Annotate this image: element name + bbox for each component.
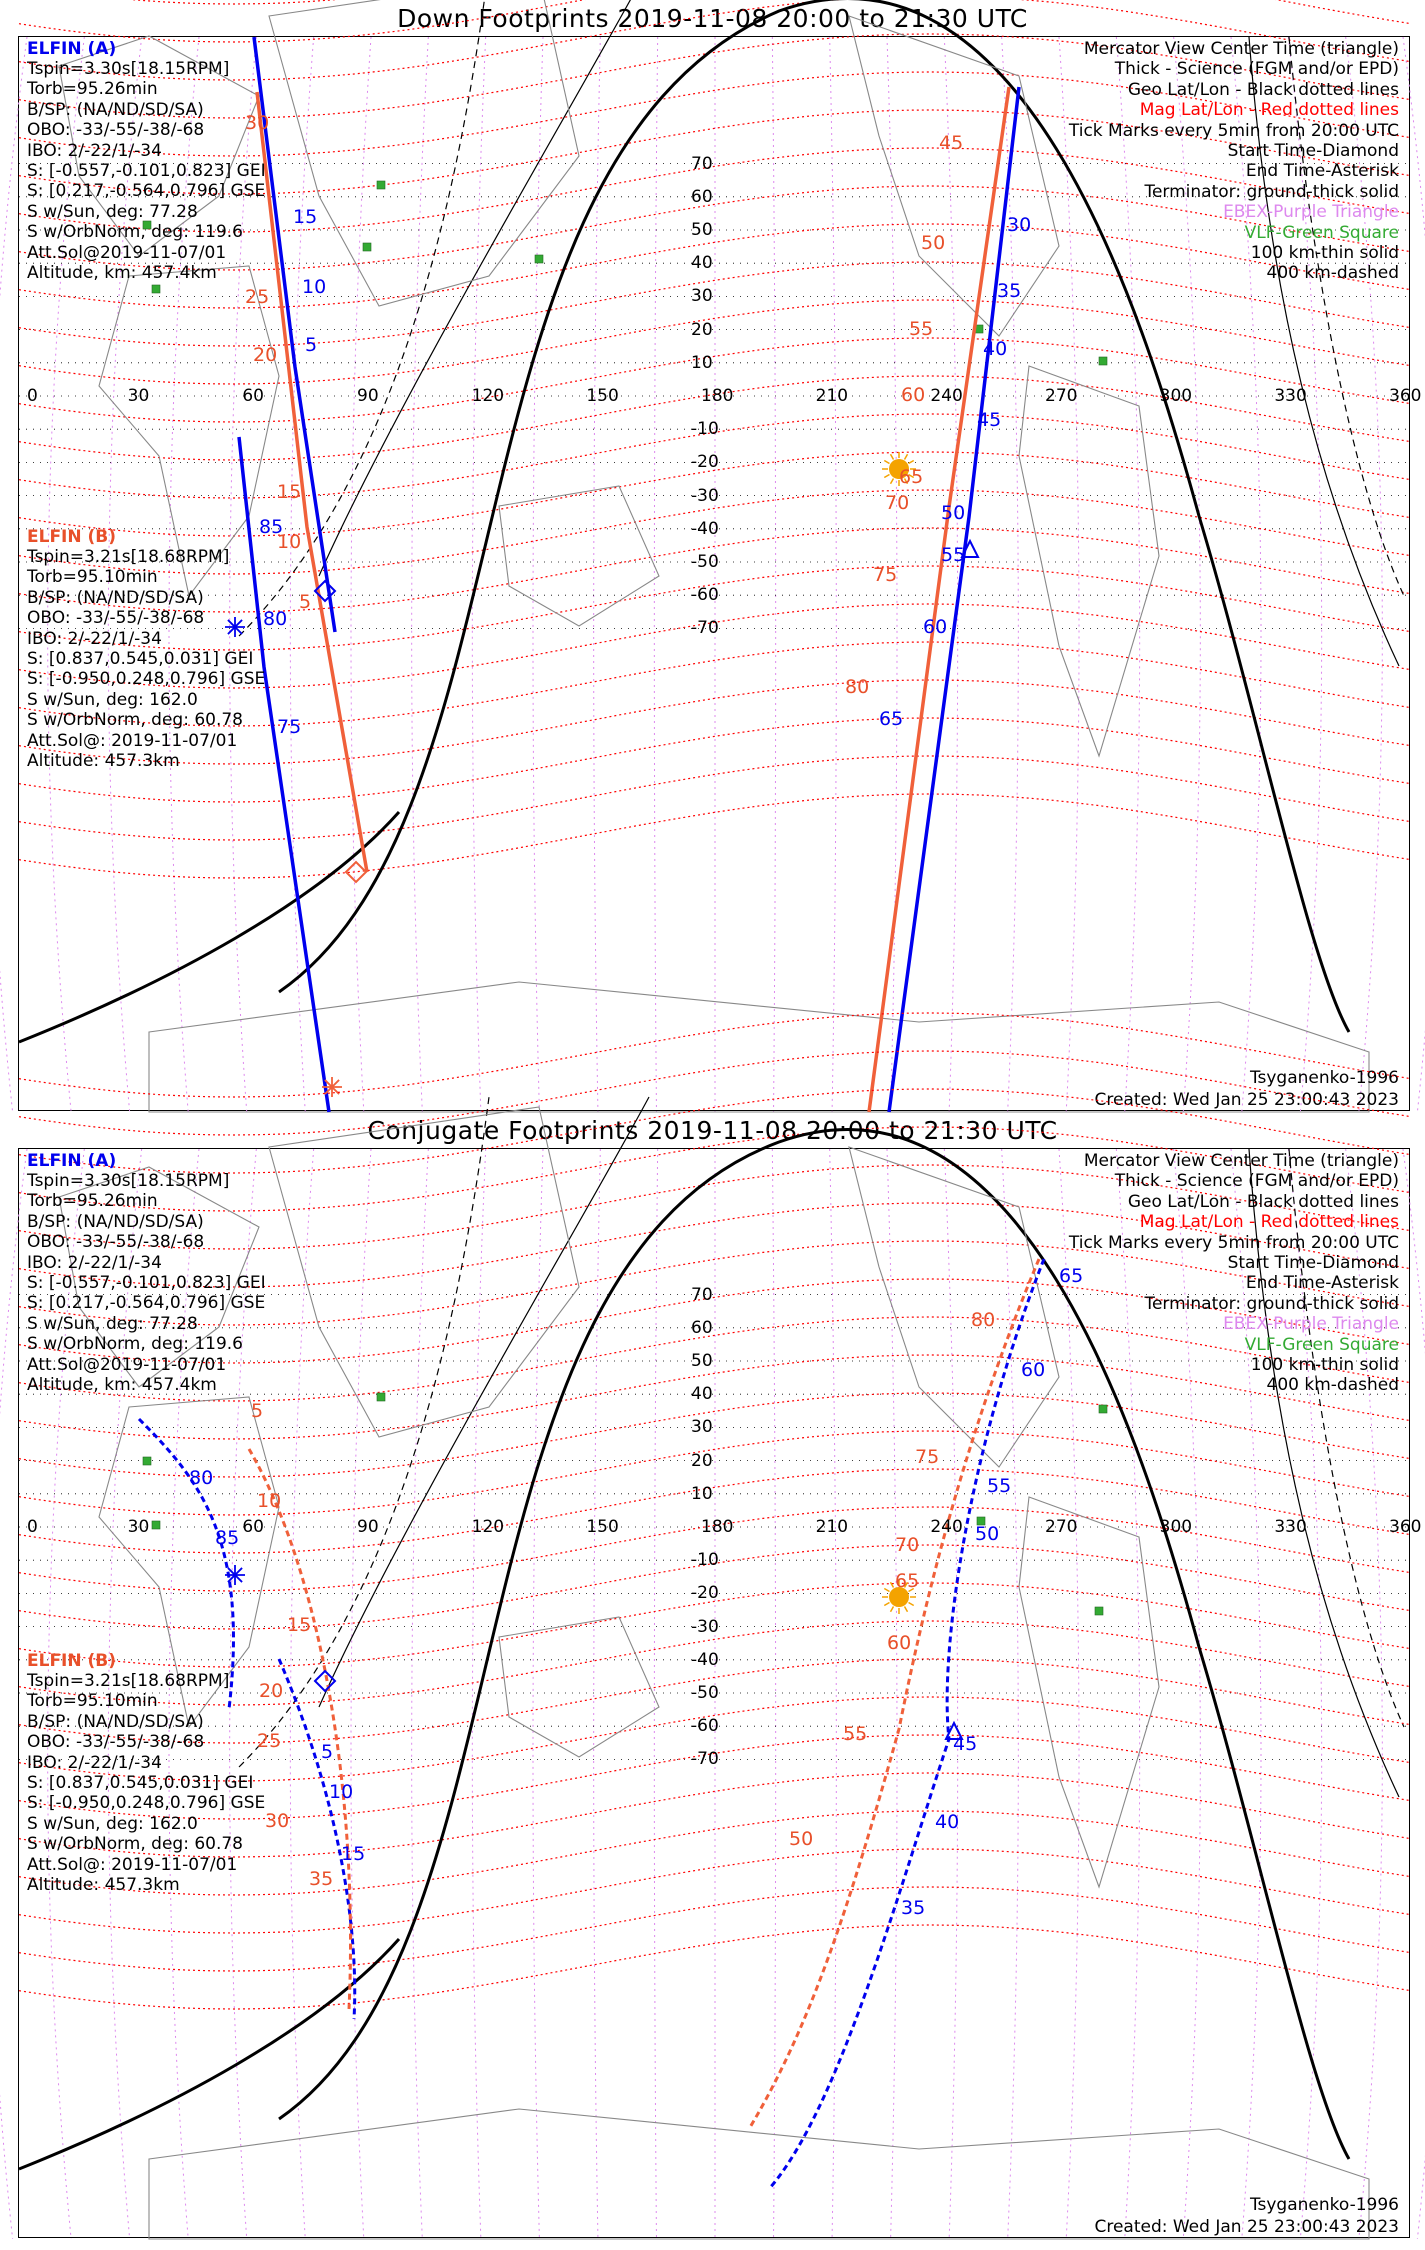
latitude-label: 70	[691, 1284, 713, 1305]
elfin-a-info-line: Att.Sol@2019-11-07/01	[27, 242, 227, 263]
longitude-label: 180	[701, 1517, 734, 1537]
geo-meridian-line	[1116, 1149, 1139, 2239]
latitude-label: 30	[691, 286, 713, 307]
latitude-label: -70	[691, 1749, 719, 1770]
sun-ray	[909, 1603, 914, 1606]
legend-line: Start Time-Diamond	[1227, 1253, 1399, 1273]
longitude-label: 270	[1045, 386, 1078, 406]
geo-meridian-line	[0, 37, 27, 1112]
elfin-a-info-line: Altitude, km: 457.4km	[27, 1375, 217, 1395]
latitude-label: -60	[691, 585, 719, 606]
geo-meridian-line	[533, 1149, 543, 2239]
panel-down	[18, 36, 1422, 1111]
geo-meridian-line	[351, 1149, 371, 2239]
elfin-a-tick-label: 55	[941, 544, 966, 566]
legend-line: EBEX-Purple Triangle	[1223, 202, 1399, 223]
latitude-label: -20	[691, 452, 719, 473]
elfin-a-tick-label: 75	[277, 716, 302, 738]
elfin-b-info-line: IBO: 2/-22/1/-34	[27, 628, 162, 649]
elfin-a-tick-label: 65	[879, 708, 904, 730]
latitude-label: 40	[691, 253, 713, 274]
latitude-label: 30	[691, 1417, 713, 1438]
geo-meridian-line	[533, 37, 543, 1112]
legend-line: 400 km-dashed	[1266, 263, 1399, 284]
geo-meridian-line	[351, 37, 371, 1112]
elfin-b-tick-label: 80	[845, 676, 870, 698]
elfin-b-tick-label: 15	[287, 1614, 312, 1636]
sun-ray	[891, 479, 894, 484]
elfin-b-tick-label: 55	[909, 318, 934, 340]
longitude-label: 300	[1159, 1517, 1193, 1537]
elfin-a-info-line: IBO: 2/-22/1/-34	[27, 140, 162, 161]
elfin-b-info-line: B/SP: (NA/ND/SD/SA)	[27, 587, 204, 608]
elfin-a-tick-label: 80	[263, 608, 288, 630]
longitude-label: 120	[471, 386, 505, 406]
elfin-a-info-line: S: [-0.557,-0.101,0.823] GEI	[27, 1273, 266, 1293]
sun-ray	[884, 1603, 889, 1606]
geo-meridian-line	[830, 1149, 837, 2239]
elfin-b-info-line: B/SP: (NA/ND/SD/SA)	[27, 1711, 204, 1732]
bottom-title: Conjugate Footprints 2019-11-08 20:00 to 21:30 UTC	[367, 1116, 1058, 1145]
longitude-label: 90	[357, 386, 379, 406]
sun-ray	[884, 475, 889, 478]
vlf-station-marker	[363, 243, 371, 251]
longitude-label: 0	[27, 1517, 38, 1537]
elfin-b-info-line: Torb=95.10min	[27, 1691, 158, 1712]
latitude-label: 20	[691, 1450, 713, 1471]
continent-outline	[1019, 1497, 1159, 1887]
elfin-b-tick-label: 60	[887, 1632, 912, 1654]
legend-line: 100 km-thin solid	[1250, 243, 1399, 263]
longitude-label: 210	[815, 386, 849, 406]
legend-line: Geo Lat/Lon - Black dotted lines	[1127, 79, 1399, 100]
elfin-a-tick-label: 15	[341, 1843, 366, 1865]
legend-line: EBEX-Purple Triangle	[1223, 1314, 1399, 1335]
elfin-b-tick-label: 10	[257, 1490, 282, 1512]
elfin-a-info-line: S w/OrbNorm, deg: 119.6	[27, 1334, 244, 1355]
geo-meridian-line	[887, 1149, 897, 2239]
geo-meridian-line	[772, 1149, 775, 2239]
elfin-a-info-line: Torb=95.26min	[27, 1191, 158, 1212]
elfin-b-label: ELFIN (B)	[27, 527, 117, 547]
legend-line: Mag Lat/Lon - Red dotted lines	[1139, 1212, 1399, 1233]
sun-ray	[905, 1607, 908, 1612]
elfin-b-tick-label: 75	[873, 564, 898, 586]
geo-meridian-line	[1116, 37, 1139, 1112]
elfin-b-tick-label: 70	[895, 1534, 920, 1556]
elfin-b-tick-label: 45	[939, 132, 964, 154]
elfin-a-info-line: S w/Sun, deg: 77.28	[27, 201, 198, 222]
legend-line: Mercator View Center Time (triangle)	[1083, 1151, 1399, 1171]
longitude-label: 150	[586, 1517, 619, 1537]
model-label: Tsyganenko-1996	[1249, 2195, 1399, 2215]
geo-meridian-line	[830, 37, 837, 1112]
mag-latitude-line	[19, 1393, 1411, 1477]
elfin-b-info-line: S: [0.837,0.545,0.031] GEI	[27, 649, 254, 669]
vlf-station-marker	[152, 1521, 160, 1529]
latitude-label: 60	[691, 186, 713, 207]
geo-meridian-line	[412, 37, 429, 1112]
elfin-b-tick-label: 5	[299, 591, 312, 613]
elfin-b-tick-label: 25	[245, 286, 270, 308]
longitude-label: 30	[127, 1517, 150, 1537]
elfin-b-tick-label: 65	[899, 466, 924, 488]
elfin-a-label: ELFIN (A)	[27, 39, 117, 59]
latitude-label: 70	[691, 153, 713, 174]
continent-outline	[849, 16, 1059, 336]
elfin-b-tick-label: 15	[277, 481, 302, 503]
altitude-100km-line	[319, 1097, 649, 1707]
vlf-station-marker	[152, 285, 160, 293]
elfin-b-tick-label: 30	[245, 112, 270, 134]
elfin-a-info-line: S: [0.217,-0.564,0.796] GSE	[27, 1293, 266, 1314]
legend-line: Terminator: ground-thick solid	[1144, 181, 1399, 202]
elfin-a-info-line: OBO: -33/-55/-38/-68	[27, 120, 205, 141]
legend-line: End Time-Asterisk	[1245, 161, 1399, 182]
elfin-a-tick-label: 35	[997, 280, 1022, 302]
geo-meridian-line	[412, 1149, 429, 2239]
longitude-label: 60	[242, 1517, 264, 1537]
geo-meridian-line	[1403, 1149, 1425, 2239]
legend-line: Mag Lat/Lon - Red dotted lines	[1139, 100, 1399, 121]
legend-line: VLF-Green Square	[1244, 222, 1399, 243]
geo-meridian-line	[654, 1149, 657, 2239]
elfin-a-tick-label: 45	[977, 409, 1002, 431]
elfin-a-tick-label: 40	[983, 338, 1008, 360]
elfin-b-track	[749, 1259, 1039, 2129]
elfin-a-tick-label: 30	[1007, 214, 1032, 236]
sun-ray	[891, 454, 894, 459]
elfin-b-tick-label: 70	[885, 492, 910, 514]
elfin-a-tick-label: 40	[935, 1811, 960, 1833]
elfin-a-info-line: Altitude, km: 457.4km	[27, 263, 217, 283]
longitude-label: 150	[586, 386, 619, 406]
legend-line: 100 km-thin solid	[1250, 1355, 1399, 1375]
mag-latitude-line	[19, 756, 1411, 840]
vlf-station-marker	[1099, 1405, 1107, 1413]
elfin-b-tick-label: 55	[843, 1723, 868, 1745]
elfin-b-info-line: Tspin=3.21s[18.68RPM]	[27, 547, 230, 567]
elfin-b-info-line: OBO: -33/-55/-38/-68	[27, 608, 205, 629]
elfin-a-track	[139, 1419, 233, 1709]
continent-outline	[499, 1617, 659, 1757]
elfin-a-info-line: Torb=95.26min	[27, 79, 158, 100]
created-timestamp: Created: Wed Jan 25 23:00:43 2023	[1094, 1090, 1399, 1110]
elfin-a-tick-label: 50	[941, 502, 966, 524]
elfin-b-tick-label: 20	[253, 344, 278, 366]
elfin-a-tick-label: 80	[189, 1467, 214, 1489]
latitude-label: -60	[691, 1716, 719, 1737]
elfin-a-tick-label: 85	[259, 516, 284, 538]
longitude-label: 300	[1159, 386, 1193, 406]
panel-conjugate	[18, 1148, 1422, 2238]
latitude-label: 60	[691, 1317, 713, 1338]
start-diamond-marker	[315, 1671, 335, 1691]
elfin-b-tick-label: 30	[265, 1810, 290, 1832]
latitude-label: -40	[691, 1649, 719, 1670]
vlf-station-marker	[1095, 1607, 1103, 1615]
geo-meridian-line	[1002, 1149, 1019, 2239]
elfin-b-info-line: Att.Sol@: 2019-11-07/01	[27, 1854, 238, 1875]
latitude-label: 10	[691, 1483, 713, 1504]
elfin-b-tick-label: 10	[277, 531, 302, 553]
continent-outline	[269, 0, 579, 306]
longitude-label: 0	[27, 386, 38, 406]
elfin-a-info-line: Tspin=3.30s[18.15RPM]	[27, 59, 230, 79]
elfin-a-tick-label: 5	[305, 334, 318, 356]
latitude-label: 50	[691, 220, 713, 240]
elfin-b-tick-label: 75	[915, 1446, 940, 1468]
elfin-a-tick-label: 45	[953, 1733, 978, 1755]
elfin-a-tick-label: 85	[215, 1527, 240, 1549]
legend-line: 400 km-dashed	[1266, 1375, 1399, 1396]
legend-line: Tick Marks every 5min from 20:00 UTC	[1068, 1232, 1399, 1253]
geo-meridian-line	[290, 37, 313, 1112]
elfin-a-tick-label: 55	[987, 1475, 1012, 1497]
longitude-label: 240	[930, 386, 963, 406]
elfin-b-info-line: S w/OrbNorm, deg: 60.78	[27, 710, 244, 731]
latitude-label: 50	[691, 1351, 713, 1371]
geo-meridian-line	[944, 1149, 957, 2239]
elfin-b-info-line: Tspin=3.21s[18.68RPM]	[27, 1671, 230, 1691]
elfin-b-info-line: Att.Sol@: 2019-11-07/01	[27, 730, 238, 751]
longitude-label: 360	[1389, 1517, 1422, 1537]
end-asterisk-marker	[225, 1565, 245, 1585]
latitude-label: -40	[691, 518, 719, 539]
longitude-label: 90	[357, 1517, 379, 1537]
elfin-b-info-line: IBO: 2/-22/1/-34	[27, 1752, 162, 1773]
elfin-a-track	[769, 1259, 1044, 2189]
elfin-a-info-line: B/SP: (NA/ND/SD/SA)	[27, 1211, 204, 1232]
geo-meridian-line	[772, 37, 775, 1112]
elfin-b-tick-label: 60	[901, 384, 926, 406]
elfin-a-tick-label: 60	[923, 616, 948, 638]
model-label: Tsyganenko-1996	[1249, 1068, 1399, 1088]
vlf-station-marker	[535, 255, 543, 263]
longitude-label: 180	[701, 386, 734, 406]
elfin-a-info-line: IBO: 2/-22/1/-34	[27, 1252, 162, 1273]
latitude-label: -20	[691, 1583, 719, 1604]
geo-meridian-line	[1403, 37, 1425, 1112]
elfin-a-label: ELFIN (A)	[27, 1151, 117, 1171]
longitude-label: 270	[1045, 1517, 1078, 1537]
terminator-line	[279, 1130, 1349, 2159]
latitude-label: -10	[691, 1550, 719, 1571]
elfin-b-tick-label: 65	[895, 1570, 920, 1592]
elfin-a-info-line: Att.Sol@2019-11-07/01	[27, 1354, 227, 1375]
mag-latitude-line	[19, 262, 1411, 346]
elfin-b-tick-label: 35	[309, 1868, 334, 1890]
longitude-label: 210	[815, 1517, 849, 1537]
elfin-a-tick-label: 60	[1021, 1359, 1046, 1381]
geo-meridian-line	[654, 37, 657, 1112]
latitude-label: -70	[691, 618, 719, 639]
end-asterisk-marker	[322, 1077, 342, 1097]
latitude-label: 40	[691, 1384, 713, 1405]
elfin-a-info-line: S: [-0.557,-0.101,0.823] GEI	[27, 161, 266, 181]
elfin-b-tick-label: 50	[921, 232, 946, 254]
geo-meridian-line	[1002, 37, 1019, 1112]
latitude-label: -30	[691, 1616, 719, 1637]
geo-meridian-line	[0, 1149, 27, 2239]
elfin-a-tick-label: 10	[329, 1781, 354, 1803]
legend-line: Thick - Science (FGM and/or EPD)	[1114, 1171, 1399, 1192]
legend-line: Geo Lat/Lon - Black dotted lines	[1127, 1191, 1399, 1212]
latitude-label: -50	[691, 1683, 719, 1703]
latitude-label: 10	[691, 352, 713, 373]
elfin-b-tick-label: 50	[789, 1828, 814, 1850]
vlf-station-marker	[1099, 357, 1107, 365]
legend-line: Mercator View Center Time (triangle)	[1083, 39, 1399, 59]
elfin-a-info-line: S w/Sun, deg: 77.28	[27, 1313, 198, 1334]
geo-meridian-line	[944, 37, 957, 1112]
elfin-b-tick-label: 80	[971, 1309, 996, 1331]
longitude-label: 30	[127, 386, 150, 406]
created-timestamp: Created: Wed Jan 25 23:00:43 2023	[1094, 2217, 1399, 2237]
legend-line: Start Time-Diamond	[1227, 141, 1399, 161]
longitude-label: 240	[930, 1517, 963, 1537]
elfin-b-info-line: OBO: -33/-55/-38/-68	[27, 1732, 205, 1753]
terminator-line	[19, 1939, 399, 2169]
elfin-a-tick-label: 10	[302, 276, 327, 298]
top-title: Down Footprints 2019-11-08 20:00 to 21:30 UTC	[397, 4, 1028, 33]
elfin-a-info-line: B/SP: (NA/ND/SD/SA)	[27, 99, 204, 120]
elfin-b-info-line: Altitude: 457.3km	[27, 751, 180, 771]
elfin-a-info-line: OBO: -33/-55/-38/-68	[27, 1232, 205, 1253]
elfin-b-tick-label: 20	[259, 1680, 284, 1702]
elfin-b-info-line: S w/Sun, deg: 162.0	[27, 689, 198, 710]
elfin-b-info-line: Torb=95.10min	[27, 567, 158, 588]
vlf-station-marker	[377, 181, 385, 189]
elfin-a-tick-label: 5	[321, 1741, 334, 1763]
elfin-b-info-line: S: [-0.950,0.248,0.796] GSE	[27, 669, 266, 690]
terminator-line	[279, 0, 1349, 1032]
sun-ray	[884, 461, 889, 464]
elfin-a-tick-label: 50	[975, 1523, 1000, 1545]
continent-outline	[499, 486, 659, 626]
latitude-label: 20	[691, 319, 713, 340]
mag-latitude-line	[19, 300, 1411, 384]
longitude-label: 330	[1274, 386, 1307, 406]
legend-line: VLF-Green Square	[1244, 1334, 1399, 1355]
elfin-b-info-line: S w/Sun, deg: 162.0	[27, 1813, 198, 1834]
elfin-a-info-line: S: [0.217,-0.564,0.796] GSE	[27, 181, 266, 202]
latitude-label: -30	[691, 485, 719, 506]
elfin-b-tick-label: 25	[257, 1730, 282, 1752]
elfin-a-tick-label: 65	[1059, 1265, 1084, 1287]
elfin-b-info-line: S: [-0.950,0.248,0.796] GSE	[27, 1793, 266, 1814]
legend-line: End Time-Asterisk	[1245, 1273, 1399, 1294]
legend-line: Terminator: ground-thick solid	[1144, 1293, 1399, 1314]
vlf-station-marker	[377, 1393, 385, 1401]
latitude-label: -50	[691, 552, 719, 572]
elfin-a-info-line: S w/OrbNorm, deg: 119.6	[27, 222, 244, 243]
elfin-a-tick-label: 15	[293, 206, 318, 228]
elfin-a-info-line: Tspin=3.30s[18.15RPM]	[27, 1171, 230, 1191]
longitude-label: 360	[1389, 386, 1422, 406]
terminator-line	[19, 812, 399, 1042]
continent-outline	[1019, 366, 1159, 756]
geo-meridian-line	[1059, 37, 1079, 1112]
elfin-b-tick-label: 5	[251, 1400, 264, 1422]
elfin-b-label: ELFIN (B)	[27, 1651, 117, 1671]
vlf-station-marker	[143, 1457, 151, 1465]
sun-ray	[909, 461, 914, 464]
latitude-label: -10	[691, 419, 719, 440]
longitude-label: 120	[471, 1517, 505, 1537]
geo-meridian-line	[290, 1149, 313, 2239]
sun-ray	[905, 454, 908, 459]
sun-ray	[891, 1607, 894, 1612]
elfin-b-info-line: Altitude: 457.3km	[27, 1875, 180, 1895]
elfin-b-info-line: S: [0.837,0.545,0.031] GEI	[27, 1773, 254, 1793]
longitude-label: 330	[1274, 1517, 1307, 1537]
end-asterisk-marker	[225, 617, 245, 637]
legend-line: Thick - Science (FGM and/or EPD)	[1114, 59, 1399, 80]
elfin-a-tick-label: 35	[901, 1897, 926, 1919]
elfin-b-info-line: S w/OrbNorm, deg: 60.78	[27, 1834, 244, 1855]
longitude-label: 60	[242, 386, 264, 406]
sun-ray	[884, 1589, 889, 1592]
legend-line: Tick Marks every 5min from 20:00 UTC	[1068, 120, 1399, 141]
